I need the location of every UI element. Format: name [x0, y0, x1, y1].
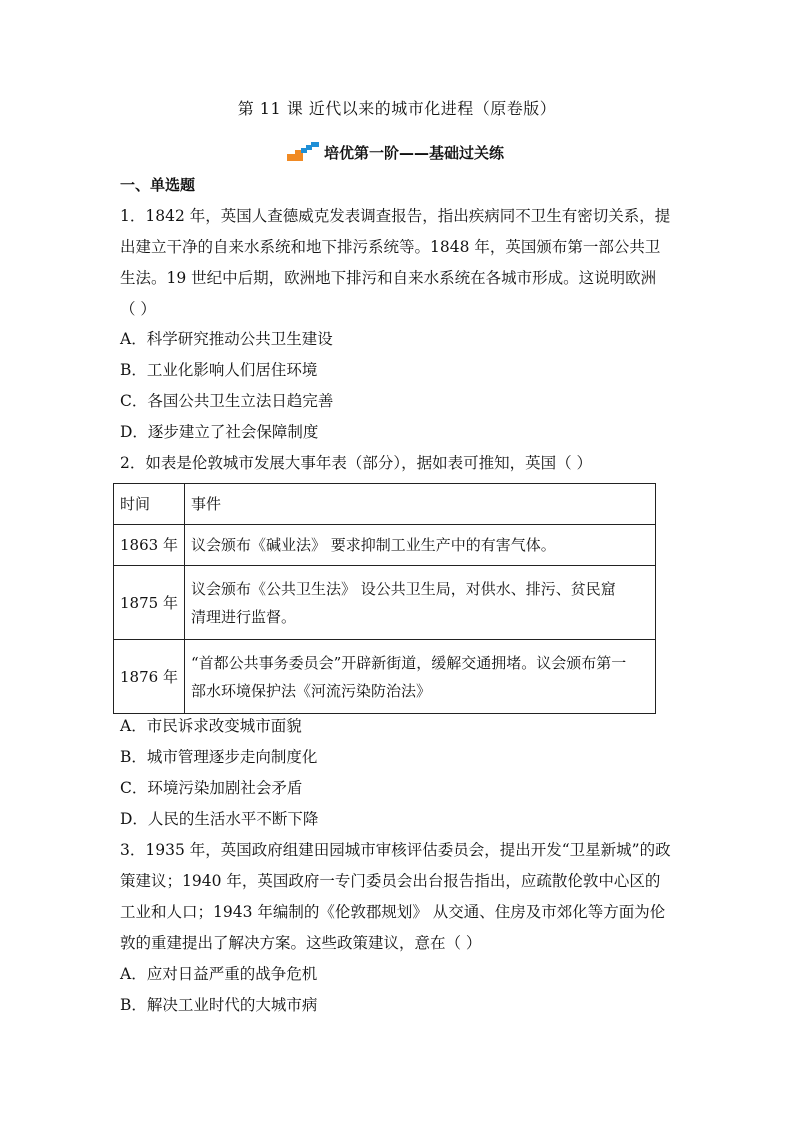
question-line: 出建立干净的自来水系统和地下排污系统等。1848 年，英国颁布第一部公共卫: [120, 238, 661, 256]
event-line: 清理进行监督。: [190, 607, 296, 626]
question-line: 生法。19 世纪中后期，欧洲地下排污和自来水系统在各城市形成。这说明欧洲: [120, 269, 657, 287]
table-row: [114, 525, 656, 566]
q1-option-b: B．工业化影响人们居住环境: [120, 361, 318, 379]
section-heading: 一、单选题: [120, 176, 196, 194]
question-line: 工业和人口；1943 年编制的《伦敦郡规划》 从交通、住房及市郊化等方面为伦: [120, 903, 666, 921]
table-cell-year: 1876 年: [114, 640, 185, 714]
event-line: 议会颁布《碱业法》 要求抑制工业生产中的有害气体。: [190, 536, 556, 554]
question-line: 1．1842 年，英国人查德威克发表调查报告，指出疾病同不卫生有密切关系，提: [120, 207, 671, 225]
question-3-stem: [120, 835, 680, 959]
stair-steps-logo-icon: [286, 142, 320, 162]
q2-option-d: D．人民的生活水平不断下降: [120, 810, 319, 828]
page-title: 第 11 课 近代以来的城市化进程（原卷版）: [237, 99, 557, 118]
q1-option-d: D．逐步建立了社会保障制度: [120, 423, 319, 441]
event-line: 议会颁布《公共卫生法》 设公共卫生局，对供水、排污、贫民窟: [190, 579, 616, 598]
question-line: 策建议；1940 年，英国政府一专门委员会出台报告指出，应疏散伦敦中心区的: [120, 872, 661, 890]
q1-option-c: C．各国公共卫生立法日趋完善: [120, 392, 334, 410]
table-cell-event: [184, 640, 655, 714]
q3-option-b: B．解决工业时代的大城市病: [120, 996, 318, 1014]
question-1-stem: [120, 201, 680, 325]
table-row: [114, 640, 656, 714]
q2-option-a: A．市民诉求改变城市面貌: [120, 717, 302, 735]
question-line: （ ）: [120, 300, 156, 318]
q2-option-b: B．城市管理逐步走向制度化: [120, 748, 318, 766]
events-table: [113, 483, 656, 714]
q2-option-c: C．环境污染加剧社会矛盾: [120, 779, 303, 797]
table-cell-year: 1863 年: [114, 525, 185, 566]
question-2-stem: 2．如表是伦敦城市发展大事年表（部分），据如表可推知，英国（ ）: [120, 454, 593, 472]
q1-option-a: A．科学研究推动公共卫生建设: [120, 330, 333, 348]
table-header-cell: 时间: [114, 484, 185, 525]
q3-option-a: A．应对日益严重的战争危机: [120, 965, 318, 983]
table-header-row: [114, 484, 656, 525]
table-row: [114, 566, 656, 640]
table-cell-event: [184, 525, 655, 566]
event-line: “首都公共事务委员会”开辟新街道，缓解交通拥堵。议会颁布第一: [190, 653, 627, 672]
table-header-cell: 事件: [184, 484, 655, 525]
stage-heading-text: 培优第一阶——基础过关练: [324, 143, 505, 162]
question-line: 3．1935 年，英国政府组建田园城市审核评估委员会，提出开发“卫星新城”的政: [120, 841, 671, 859]
stage-heading: [286, 141, 504, 163]
question-line: 敦的重建提出了解决方案。这些政策建议，意在（ ）: [120, 934, 482, 952]
table-cell-event: [184, 566, 655, 640]
table-cell-year: 1875 年: [114, 566, 185, 640]
event-line: 部水环境保护法《河流污染防治法》: [190, 681, 431, 700]
